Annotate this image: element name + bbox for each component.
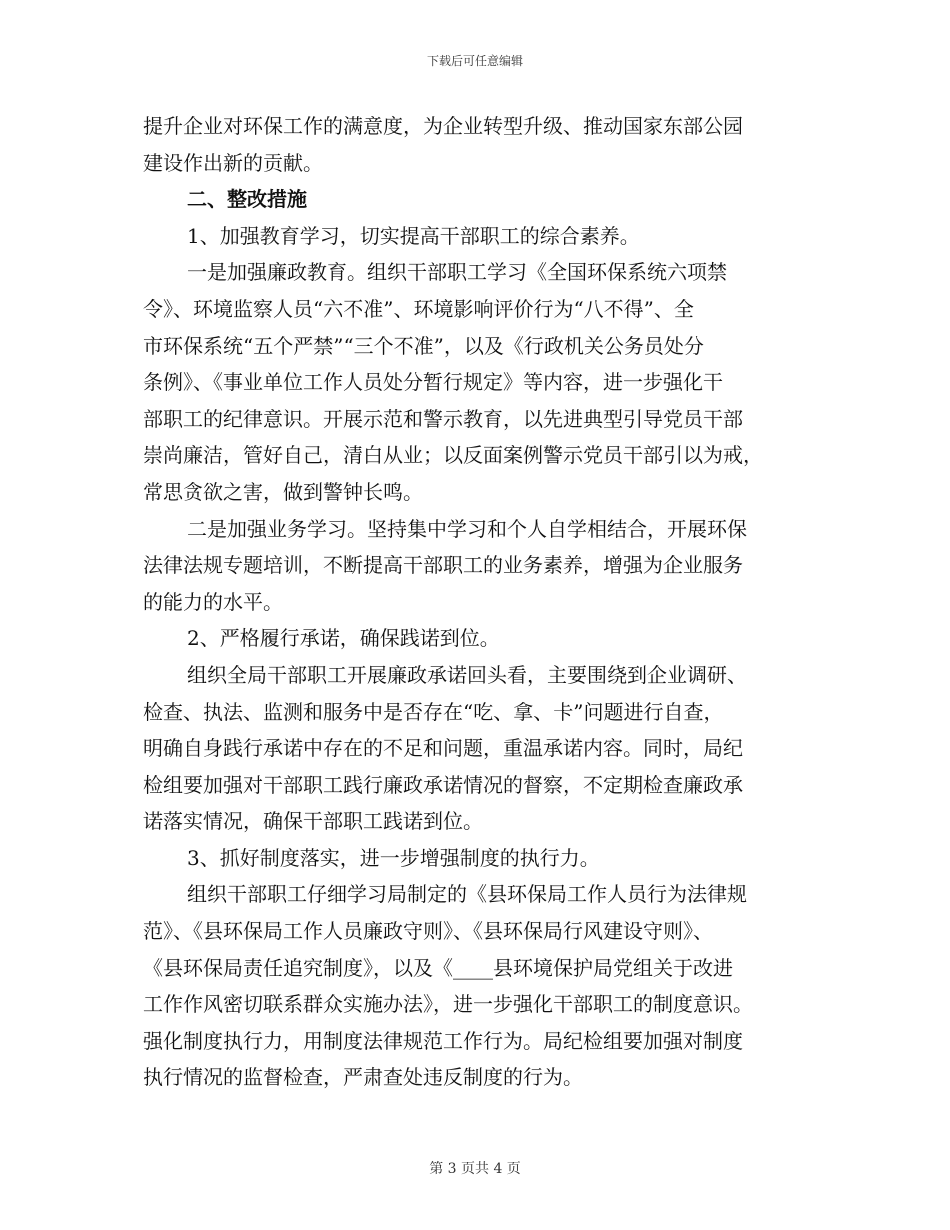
body-line: 部职工的纪律意识。开展示范和警示教育，以先进典型引导党员干部	[143, 406, 743, 431]
body-line: 市环保系统“五个严禁”“三个不准”，以及《行政机关公务员处分	[143, 333, 704, 358]
body-line: 常思贪欲之害，做到警钟长鸣。	[143, 479, 423, 504]
body-line: 检查、执法、监测和服务中是否存在“吃、拿、卡”问题进行自查，	[143, 699, 724, 724]
body-line: 检组要加强对干部职工践行廉政承诺情况的督察，不定期检查廉政承	[143, 772, 743, 797]
page-footer: 第 3 页共 4 页	[429, 1161, 521, 1177]
body-line: 二是加强业务学习。坚持集中学习和个人自学相结合，开展环保	[187, 516, 747, 541]
body-line: 崇尚廉洁，管好自己，清白从业；以反面案例警示党员干部引以为戒，	[143, 443, 763, 468]
body-line: 组织干部职工仔细学习局制定的《县环保局工作人员行为法律规	[187, 882, 747, 907]
body-line: 组织全局干部职工开展廉政承诺回头看，主要围绕到企业调研、	[187, 662, 747, 687]
section-heading: 二、整改措施	[187, 187, 307, 212]
body-line: 工作作风密切联系群众实施办法》，进一步强化干部职工的制度意识。	[143, 992, 753, 1017]
body-line: 执行情况的监督检查，严肃查处违反制度的行为。	[143, 1065, 583, 1090]
body-line: 明确自身践行承诺中存在的不足和问题，重温承诺内容。同时，局纪	[143, 736, 743, 761]
body-line: 法律法规专题培训，不断提高干部职工的业务素养，增强为企业服务	[143, 553, 743, 578]
document-body	[143, 108, 805, 1096]
body-line: 令》、环境监察人员“六不准”、环境影响评价行为“八不得”、全	[143, 296, 694, 321]
body-line: 一是加强廉政教育。组织干部职工学习《全国环保系统六项禁	[187, 260, 727, 285]
body-line: 诺落实情况，确保干部职工践诺到位。	[143, 809, 483, 834]
page-header: 下载后可任意编辑	[426, 54, 523, 68]
body-line: 的能力的水平。	[143, 589, 283, 614]
body-line: 《县环保局责任追究制度》，以及《____县环境保护局党组关于改进	[143, 955, 733, 980]
body-line: 强化制度执行力，用制度法律规范工作行为。局纪检组要加强对制度	[143, 1028, 743, 1053]
subsection-heading: 2、严格履行承诺，确保践诺到位。	[187, 626, 500, 651]
body-line: 提升企业对环保工作的满意度，为企业转型升级、推动国家东部公园	[143, 114, 743, 138]
body-line: 范》、《县环保局工作人员廉政守则》、《县环保局行风建设守则》、	[143, 919, 713, 944]
body-line: 建设作出新的贡献。	[143, 150, 323, 175]
body-line: 条例》、《事业单位工作人员处分暂行规定》等内容，进一步强化干	[143, 370, 723, 395]
subsection-heading: 1、加强教育学习，切实提高干部职工的综合素养。	[187, 223, 640, 248]
subsection-heading: 3、抓好制度落实，进一步增强制度的执行力。	[187, 845, 600, 870]
